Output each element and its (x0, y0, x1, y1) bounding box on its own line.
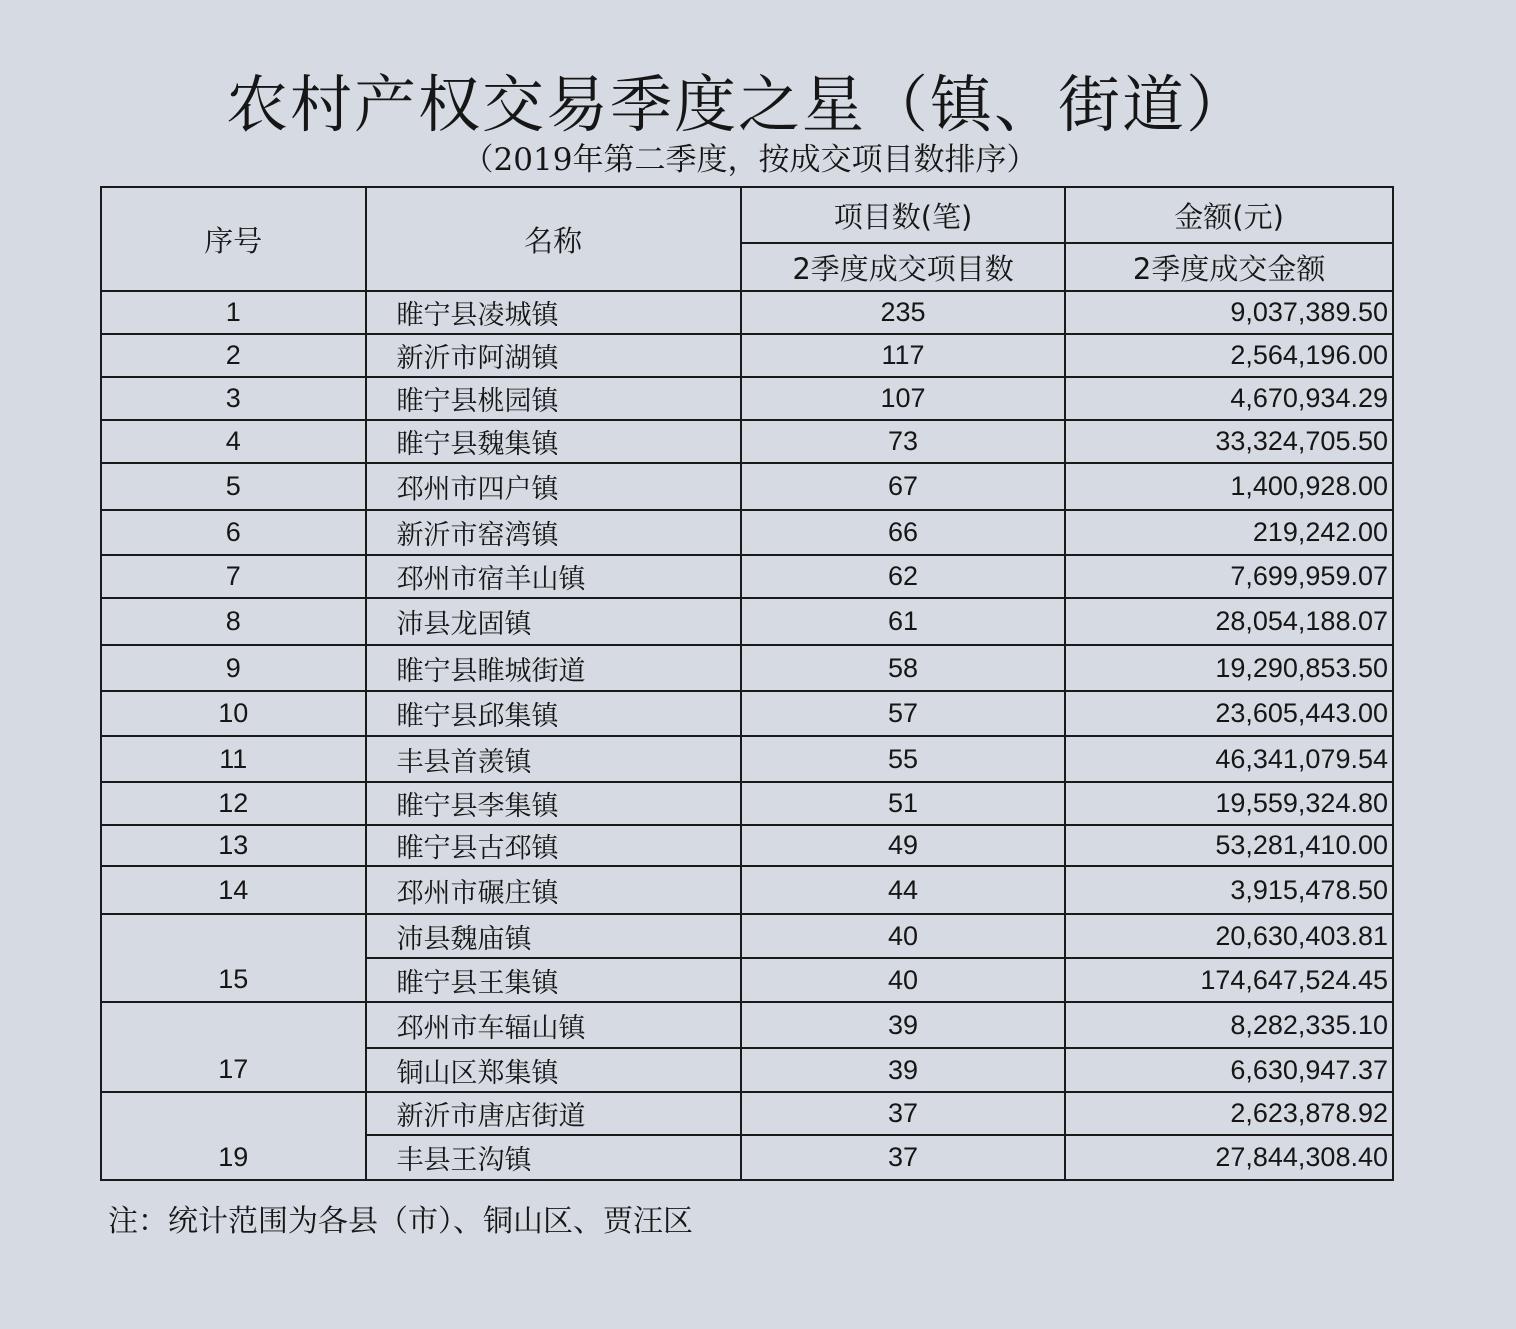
row-index: 17 (101, 1002, 366, 1092)
row-amount: 2,564,196.00 (1065, 334, 1393, 377)
table-row (101, 645, 1393, 691)
header-count-sub: 2季度成交项目数 (741, 243, 1065, 291)
row-amount: 8,282,335.10 (1065, 1002, 1393, 1048)
row-amount: 174,647,524.45 (1065, 958, 1393, 1002)
row-amount: 19,559,324.80 (1065, 782, 1393, 825)
row-index: 5 (101, 463, 366, 510)
row-count: 66 (741, 510, 1065, 555)
row-count: 40 (741, 958, 1065, 1002)
row-amount: 20,630,403.81 (1065, 914, 1393, 958)
table-row (101, 782, 1393, 825)
row-amount: 46,341,079.54 (1065, 736, 1393, 782)
row-count: 117 (741, 334, 1065, 377)
row-amount: 23,605,443.00 (1065, 691, 1393, 736)
row-count: 37 (741, 1135, 1065, 1180)
header-amount-group: 金额(元) (1065, 187, 1393, 243)
ranking-table (100, 186, 1394, 1181)
row-index: 2 (101, 334, 366, 377)
row-count: 49 (741, 825, 1065, 866)
row-amount: 27,844,308.40 (1065, 1135, 1393, 1180)
table-row (101, 510, 1393, 555)
row-index: 12 (101, 782, 366, 825)
page-subtitle: （2019年第二季度，按成交项目数排序） (462, 142, 1038, 178)
row-name: 睢宁县睢城街道 (366, 645, 741, 691)
row-amount: 2,623,878.92 (1065, 1092, 1393, 1135)
table-row (101, 1092, 1393, 1135)
row-amount: 33,324,705.50 (1065, 420, 1393, 463)
row-amount: 9,037,389.50 (1065, 291, 1393, 334)
row-name: 睢宁县李集镇 (366, 782, 741, 825)
table-row (101, 420, 1393, 463)
row-name: 沛县魏庙镇 (366, 914, 741, 958)
table-row (101, 463, 1393, 510)
row-name: 睢宁县凌城镇 (366, 291, 741, 334)
row-name: 睢宁县桃园镇 (366, 377, 741, 420)
row-index: 3 (101, 377, 366, 420)
row-count: 235 (741, 291, 1065, 334)
row-index: 14 (101, 866, 366, 914)
table-row (101, 334, 1393, 377)
row-index: 13 (101, 825, 366, 866)
row-name: 新沂市窑湾镇 (366, 510, 741, 555)
table-row (101, 291, 1393, 334)
row-name: 睢宁县古邳镇 (366, 825, 741, 866)
row-name: 丰县王沟镇 (366, 1135, 741, 1180)
row-count: 107 (741, 377, 1065, 420)
row-name: 邳州市车辐山镇 (366, 1002, 741, 1048)
row-count: 62 (741, 555, 1065, 598)
table-row (101, 598, 1393, 645)
row-count: 44 (741, 866, 1065, 914)
row-amount: 4,670,934.29 (1065, 377, 1393, 420)
row-count: 73 (741, 420, 1065, 463)
row-count: 39 (741, 1002, 1065, 1048)
row-count: 57 (741, 691, 1065, 736)
row-amount: 7,699,959.07 (1065, 555, 1393, 598)
row-index: 8 (101, 598, 366, 645)
row-count: 55 (741, 736, 1065, 782)
row-count: 37 (741, 1092, 1065, 1135)
row-count: 40 (741, 914, 1065, 958)
row-index: 10 (101, 691, 366, 736)
row-count: 67 (741, 463, 1065, 510)
row-count: 61 (741, 598, 1065, 645)
row-amount: 28,054,188.07 (1065, 598, 1393, 645)
table-row (101, 825, 1393, 866)
row-index: 4 (101, 420, 366, 463)
row-name: 丰县首羡镇 (366, 736, 741, 782)
row-name: 邳州市宿羊山镇 (366, 555, 741, 598)
row-amount: 1,400,928.00 (1065, 463, 1393, 510)
row-name: 铜山区郑集镇 (366, 1048, 741, 1092)
table-row (101, 736, 1393, 782)
row-index: 11 (101, 736, 366, 782)
row-name: 睢宁县邱集镇 (366, 691, 741, 736)
table-row (101, 555, 1393, 598)
row-amount: 6,630,947.37 (1065, 1048, 1393, 1092)
row-index: 1 (101, 291, 366, 334)
table-row (101, 914, 1393, 958)
table-row (101, 866, 1393, 914)
row-index: 6 (101, 510, 366, 555)
row-amount: 19,290,853.50 (1065, 645, 1393, 691)
row-name: 睢宁县王集镇 (366, 958, 741, 1002)
header-name: 名称 (366, 187, 741, 291)
table-row (101, 1002, 1393, 1048)
header-amount-sub: 2季度成交金额 (1065, 243, 1393, 291)
row-index: 15 (101, 914, 366, 1002)
row-amount: 219,242.00 (1065, 510, 1393, 555)
row-count: 39 (741, 1048, 1065, 1092)
footnote: 注：统计范围为各县（市）、铜山区、贾汪区 (108, 1204, 693, 1239)
page-title: 农村产权交易季度之星（镇、街道） (225, 68, 1250, 141)
header-index: 序号 (101, 187, 366, 291)
row-index: 9 (101, 645, 366, 691)
row-name: 邳州市四户镇 (366, 463, 741, 510)
row-count: 51 (741, 782, 1065, 825)
header-count-group: 项目数(笔) (741, 187, 1065, 243)
row-name: 邳州市碾庄镇 (366, 866, 741, 914)
table-row (101, 691, 1393, 736)
row-amount: 53,281,410.00 (1065, 825, 1393, 866)
row-name: 沛县龙固镇 (366, 598, 741, 645)
row-index: 7 (101, 555, 366, 598)
row-name: 新沂市唐店街道 (366, 1092, 741, 1135)
row-index: 19 (101, 1092, 366, 1180)
row-count: 58 (741, 645, 1065, 691)
table-row (101, 377, 1393, 420)
row-amount: 3,915,478.50 (1065, 866, 1393, 914)
row-name: 睢宁县魏集镇 (366, 420, 741, 463)
row-name: 新沂市阿湖镇 (366, 334, 741, 377)
